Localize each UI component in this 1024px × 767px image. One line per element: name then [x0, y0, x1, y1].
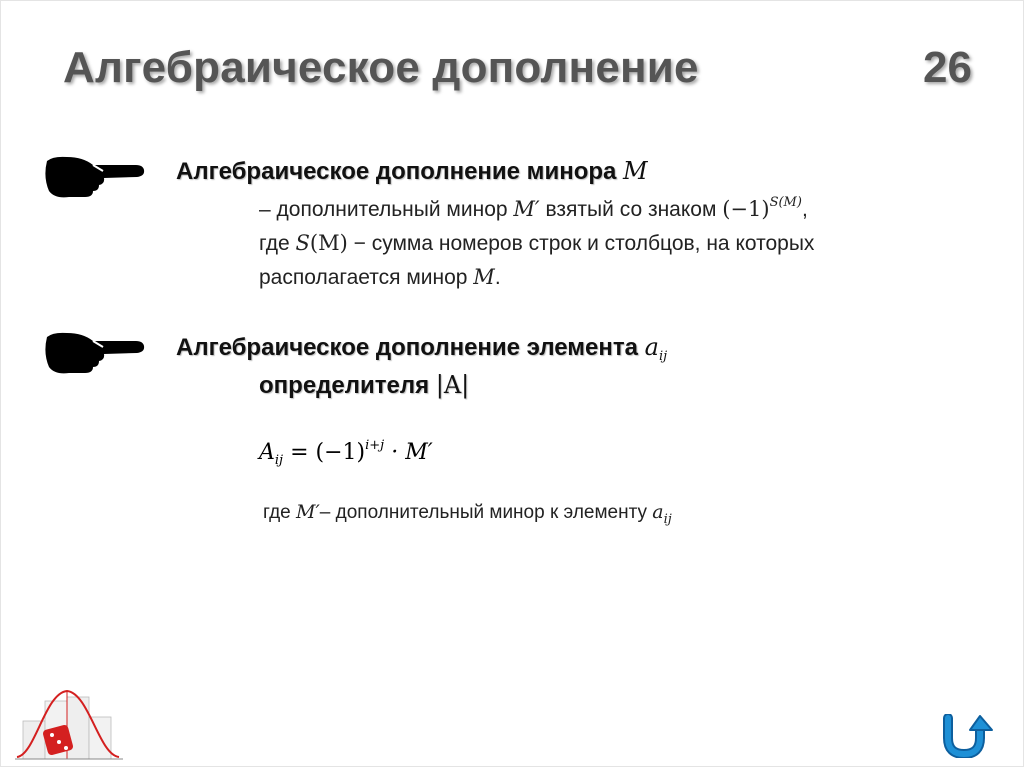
- formula-note: [263, 501, 672, 527]
- definition-line-1: [259, 195, 808, 222]
- definition-line-2: [259, 231, 814, 256]
- determinant-symbol: |A|: [435, 371, 470, 399]
- minor-complement-heading: [176, 157, 648, 186]
- text: – дополнительный минор: [259, 198, 514, 221]
- text: взятый со знаком: [539, 198, 723, 221]
- text: .: [494, 266, 501, 289]
- formula-lhs-subscript: ij: [274, 453, 284, 468]
- element-complement-heading-line-2: [259, 371, 469, 400]
- heading-variable: M: [623, 157, 648, 185]
- element-subscript: ij: [658, 349, 668, 364]
- minor-variable: M′: [513, 197, 540, 221]
- text: − сумма номеров строк и столбцов, на которых: [347, 232, 815, 255]
- formula-exponent: i+j: [365, 438, 385, 453]
- sum-argument: (M): [309, 231, 348, 255]
- text: где: [263, 502, 297, 523]
- minor-variable: M: [473, 265, 495, 289]
- heading-text: Алгебраическое дополнение минора: [176, 158, 624, 185]
- element-subscript: ij: [663, 512, 672, 527]
- sign-exponent: S(M): [769, 195, 802, 210]
- heading-text: определителя: [259, 372, 436, 399]
- text: располагается минор: [259, 266, 474, 289]
- sum-variable: S: [295, 231, 310, 255]
- heading-text: Алгебраическое дополнение элемента: [176, 334, 645, 361]
- element-variable: a: [652, 501, 664, 523]
- definition-line-3: [259, 265, 501, 290]
- slide-title: Алгебраическое дополнение: [63, 43, 699, 92]
- u-turn-arrow-icon[interactable]: [942, 714, 998, 758]
- element-complement-heading: [176, 333, 667, 364]
- text: ,: [801, 198, 808, 221]
- formula-lhs: A: [259, 440, 275, 465]
- element-variable: a: [644, 333, 659, 361]
- sign-base: (−1): [722, 197, 770, 221]
- slide-number: 26: [923, 43, 972, 92]
- pointing-hand-icon: [41, 327, 145, 379]
- formula-equals: = (−1): [283, 440, 366, 465]
- minor-variable: M′: [296, 501, 320, 523]
- text: – дополнительный минор к элементу: [319, 502, 653, 523]
- formula-rest: · M′: [384, 440, 433, 465]
- cofactor-formula: [259, 438, 433, 468]
- normal-distribution-dice-logo-icon: [15, 687, 125, 761]
- text: где: [259, 232, 296, 255]
- pointing-hand-icon: [41, 151, 145, 203]
